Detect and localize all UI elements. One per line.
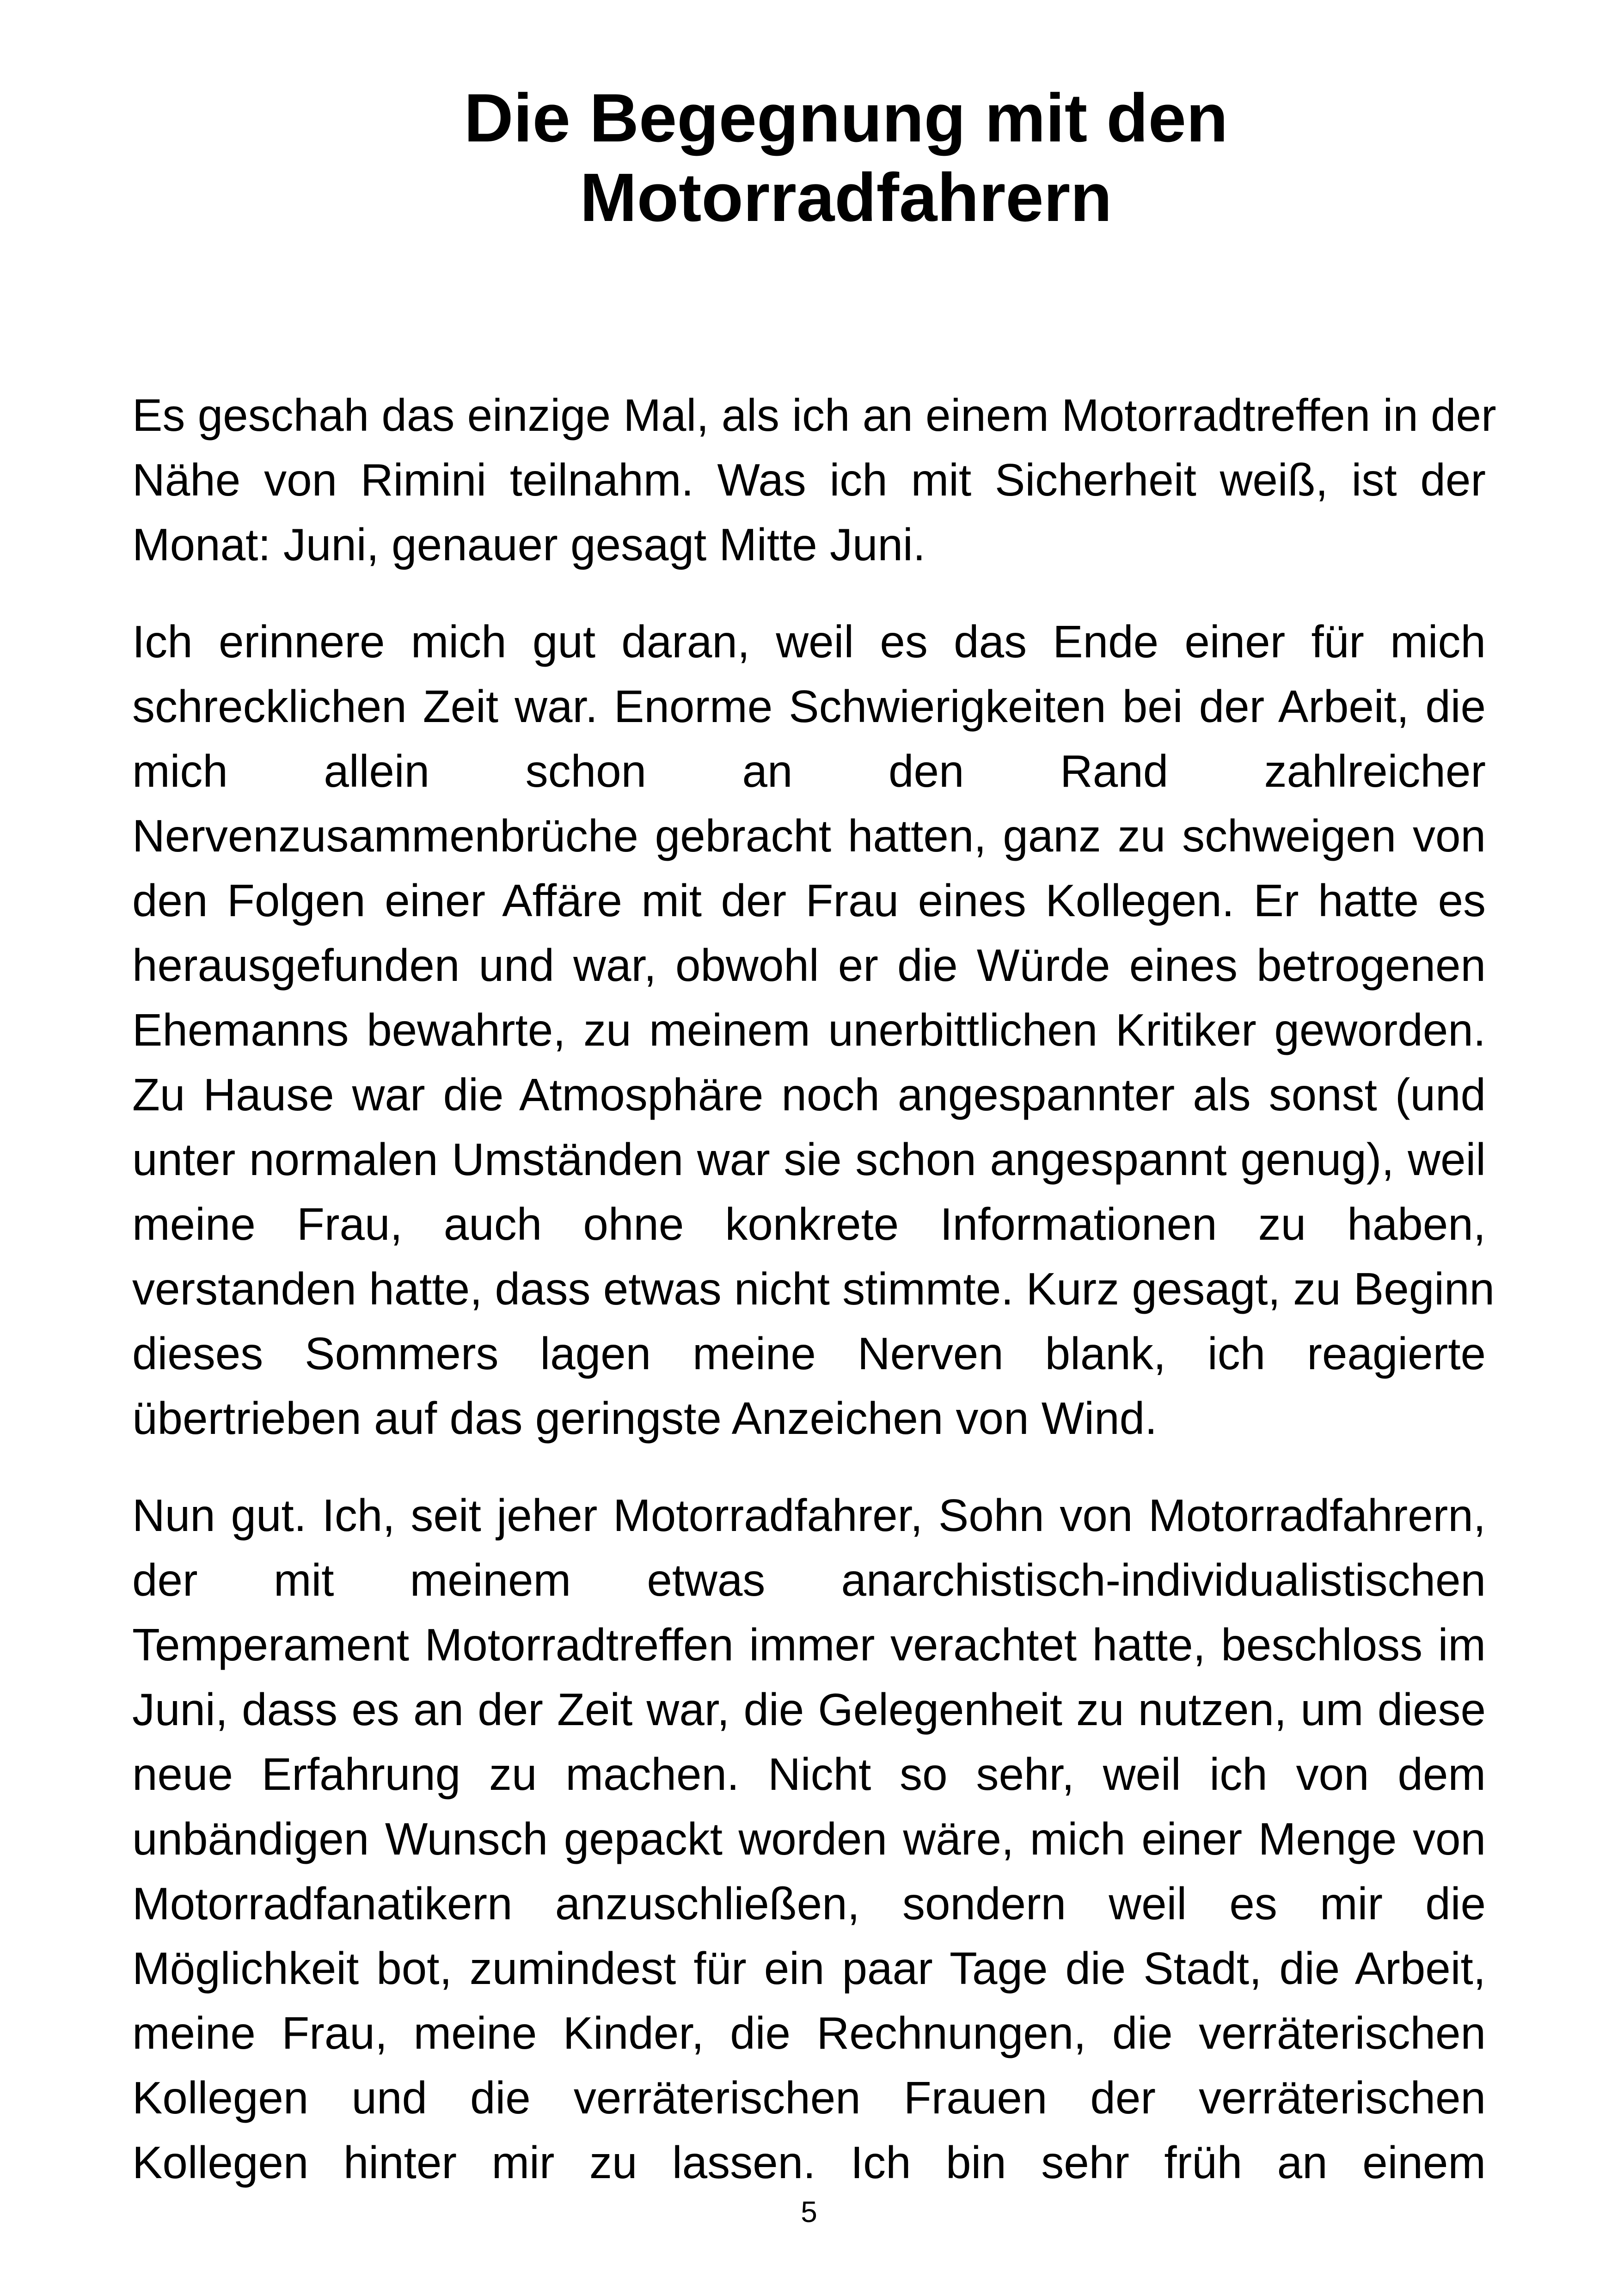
text-line: Nun gut. Ich, seit jeher Motorradfahrer, Sohn von Motorradfahrern, xyxy=(132,1490,1486,1541)
text-line: der mit meinem etwas anarchistisch-individualistischen xyxy=(132,1555,1486,1605)
paragraph-3 xyxy=(132,1483,1486,2195)
text-line: dieses Sommers lagen meine Nerven blank, ich reagierte xyxy=(132,1328,1486,1379)
text-line: Temperament Motorradtreffen immer verachtet hatte, beschloss im xyxy=(132,1619,1486,1670)
paragraph-2 xyxy=(132,609,1495,1451)
text-line: herausgefunden und war, obwohl er die Würde eines betrogenen xyxy=(132,940,1486,991)
chapter-title-line-1: Die Begegnung mit den xyxy=(464,80,1228,156)
text-line: Ehemanns bewahrte, zu meinem unerbittlichen Kritiker geworden. xyxy=(132,1004,1486,1055)
text-line: den Folgen einer Affäre mit der Frau eines Kollegen. Er hatte es xyxy=(132,875,1486,926)
text-line: Kollegen und die verräterischen Frauen der verräterischen xyxy=(132,2072,1486,2123)
chapter-title xyxy=(0,79,1618,238)
text-line: neue Erfahrung zu machen. Nicht so sehr, weil ich von dem xyxy=(132,1749,1486,1800)
text-line: Nervenzusammenbrüche gebracht hatten, ganz zu schweigen von xyxy=(132,810,1486,861)
page-number: 5 xyxy=(801,2195,817,2229)
text-line: Möglichkeit bot, zumindest für ein paar Tage die Stadt, die Arbeit, xyxy=(132,1943,1486,1994)
text-line: unter normalen Umständen war sie schon angespannt genug), weil xyxy=(132,1134,1486,1185)
chapter-title-line-2: Motorradfahrern xyxy=(580,159,1112,236)
text-line: meine Frau, auch ohne konkrete Informationen zu haben, xyxy=(132,1199,1486,1249)
text-line: Zu Hause war die Atmosphäre noch angespannter als sonst (und xyxy=(132,1069,1486,1120)
paragraph-1 xyxy=(132,383,1496,577)
text-line: Monat: Juni, genauer gesagt Mitte Juni. xyxy=(132,519,926,570)
text-line: verstanden hatte, dass etwas nicht stimmte. Kurz gesagt, zu Beginn xyxy=(132,1263,1495,1314)
text-line: schrecklichen Zeit war. Enorme Schwierigkeiten bei der Arbeit, die xyxy=(132,681,1486,732)
text-line: mich allein schon an den Rand zahlreicher xyxy=(132,746,1486,796)
text-line: Motorradfanatikern anzuschließen, sondern weil es mir die xyxy=(132,1878,1486,1929)
text-line: Juni, dass es an der Zeit war, die Gelegenheit zu nutzen, um diese xyxy=(132,1684,1486,1735)
text-line: übertrieben auf das geringste Anzeichen von Wind. xyxy=(132,1393,1158,1444)
text-line: Nähe von Rimini teilnahm. Was ich mit Sicherheit weiß, ist der xyxy=(132,454,1486,505)
text-line: unbändigen Wunsch gepackt worden wäre, mich einer Menge von xyxy=(132,1813,1486,1864)
body-text xyxy=(132,383,1496,2227)
text-line: Es geschah das einzige Mal, als ich an einem Motorradtreffen in der xyxy=(132,390,1496,441)
text-line: meine Frau, meine Kinder, die Rechnungen, die verräterischen xyxy=(132,2008,1486,2058)
text-line: Ich erinnere mich gut daran, weil es das Ende einer für mich xyxy=(132,616,1486,667)
text-line: Kollegen hinter mir zu lassen. Ich bin sehr früh an einem xyxy=(132,2137,1486,2188)
